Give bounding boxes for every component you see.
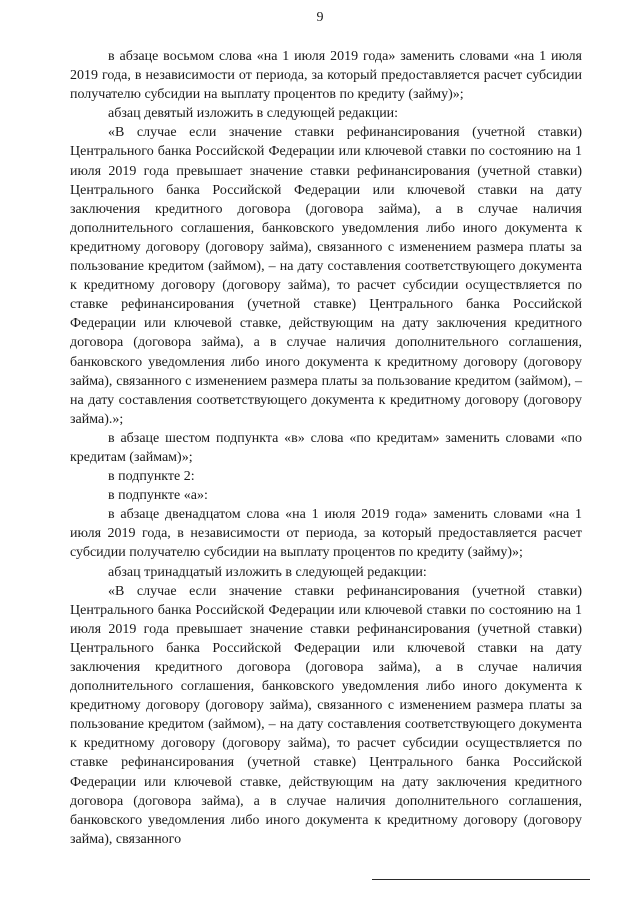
paragraph-8: абзац тринадцатый изложить в следующей редакции: (108, 564, 427, 580)
paragraph-6: в подпункте «а»: (108, 488, 208, 504)
paragraph-9: «В случае если значение ставки рефинансирования (учетной ставки) Центрального банка Российской Федерации или ключевой ставки по состоянию на 1 июля 2019 года превышает значение ставки рефинансирования (учетной ставки) Центрального банка Российской Федерации или ключевой ставки на дату заключения кредитного договора (договора займа), а в случае наличия дополнительного соглашения, банковского уведомления либо иного документа к кредитному договору (договору займа), связанного с изменением размера платы за пользование кредитом (займом), – на дату составления соответствующего документа к кредитному договору (договору займа), то расчет субсидии осуществляется по ставке рефинансирования (учетной ставке) Центрального банка Российской Федерации или ключевой ставке, действующим на дату заключения кредитного договора (договора займа), а в случае наличия дополнительного соглашения, банковского уведомления либо иного документа к кредитному договору (договору займа), связанного (70, 583, 582, 847)
footer-rule (372, 879, 590, 880)
paragraph-5: в подпункте 2: (108, 469, 195, 485)
document-body (70, 47, 582, 849)
paragraph-2: абзац девятый изложить в следующей редакции: (108, 106, 399, 122)
page-number: 9 (316, 10, 324, 25)
paragraph-3: «В случае если значение ставки рефинансирования (учетной ставки) Центрального банка Российской Федерации или ключевой ставки по состоянию на 1 июля 2019 года превышает значение ставки рефинансирования (учетной ставки) Центрального банка Российской Федерации или ключевой ставки на дату заключения кредитного договора (договора займа), а в случае наличия дополнительного соглашения, банковского уведомления либо иного документа к кредитному договору (договору займа), связанного с изменением размера платы за пользование кредитом (займом), – на дату составления соответствующего документа к кредитному договору (договору займа), то расчет субсидии осуществляется по ставке рефинансирования (учетной ставке) Центрального банка Российской Федерации или ключевой ставке, действующим на дату заключения кредитного договора (договора займа), а в случае наличия дополнительного соглашения, банковского уведомления либо иного документа к кредитному договору (договору займа), связанного с изменением размера платы за пользование кредитом (займом), – на дату составления соответствующего документа к кредитному договору (договору займа).»; (70, 125, 582, 427)
paragraph-7: в абзаце двенадцатом слова «на 1 июля 2019 года» заменить словами «на 1 июля 2019 года, в независимости от периода, за который предоставляется расчет субсидии получателю субсидии на выплату процентов по кредиту (займу)»; (70, 507, 582, 561)
paragraph-1: в абзаце восьмом слова «на 1 июля 2019 года» заменить словами «на 1 июля 2019 года, в независимости от периода, за который предоставляется расчет субсидии получателю субсидии на выплату процентов по кредиту (займу)»; (70, 49, 582, 103)
paragraph-4: в абзаце шестом подпункта «в» слова «по кредитам» заменить словами «по кредитам (займам)»; (70, 430, 582, 465)
